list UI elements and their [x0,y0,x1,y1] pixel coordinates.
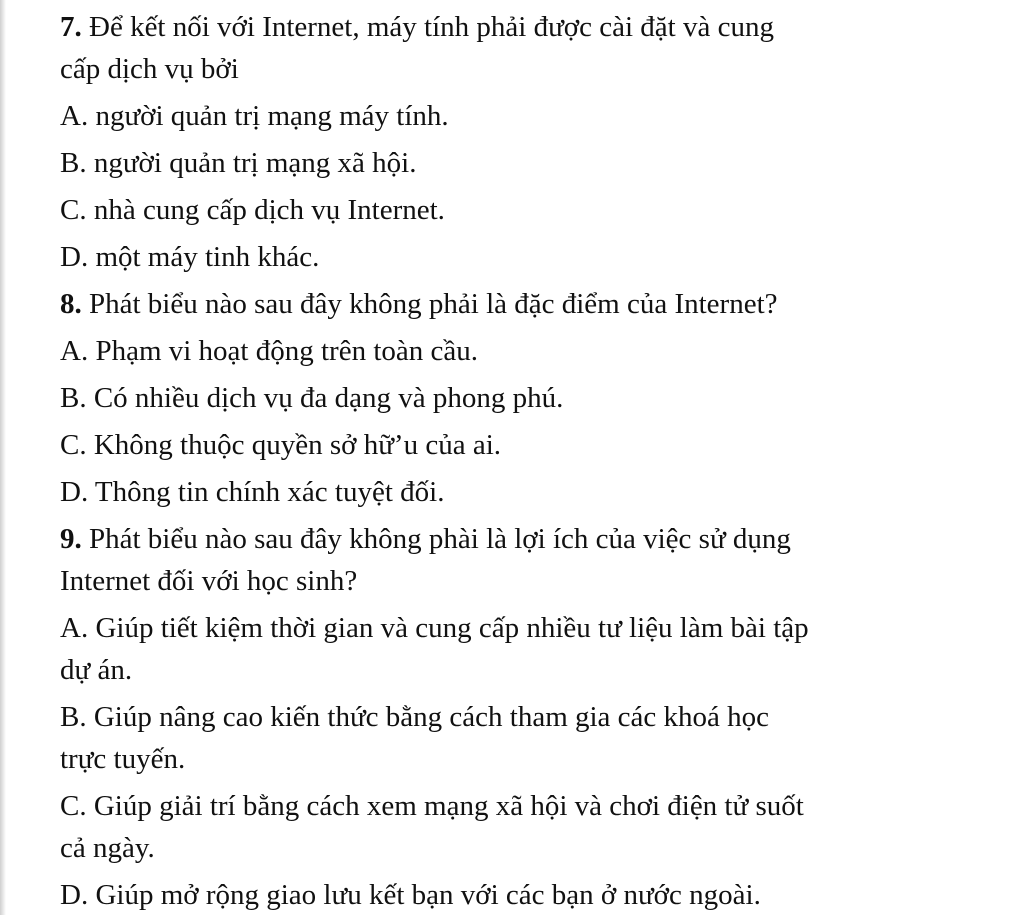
option-text: B. Có nhiều dịch vụ đa dạng và phong phú. [60,382,564,414]
question-8-option-a [60,330,960,372]
question-7-text-1: Để kết nối với Internet, máy tính phải được cài đặt và cung [81,11,774,43]
option-text: A. Giúp tiết kiệm thời gian và cung cấp nhiều tư liệu làm bài tập [60,612,809,644]
question-7-number: 7. [60,11,82,43]
question-7-option-c [60,189,960,231]
question-8-text-1: Phát biểu nào sau đây không phải là đặc điểm của Internet? [81,288,778,320]
question-9-text-2: Internet đối với học sinh? [60,565,358,597]
option-text: B. người quản trị mạng xã hội. [60,147,417,179]
option-text-continued: cả ngày. [60,832,155,864]
question-7-option-b [60,142,960,184]
option-text-continued: dự án. [60,654,133,686]
question-9-number: 9. [60,523,82,555]
question-8-number: 8. [60,288,82,320]
page-edge-shadow [0,0,6,915]
option-text: C. Không thuộc quyền sở hữ’u của ai. [60,429,502,461]
option-text: B. Giúp nâng cao kiến thức bằng cách tham gia các khoá học [60,701,770,733]
question-8-option-b [60,377,960,419]
option-text: A. Phạm vi hoạt động trên toàn cầu. [60,335,478,367]
option-text: C. nhà cung cấp dịch vụ Internet. [60,194,445,226]
option-text: A. người quản trị mạng máy tính. [60,100,449,132]
question-7-option-d [60,236,960,278]
question-7-line-1 [60,6,960,48]
option-text: C. Giúp giải trí bằng cách xem mạng xã hội và chơi điện tử suốt [60,790,804,822]
question-9-option-a [60,607,960,691]
question-9-text-1: Phát biểu nào sau đây không phài là lợi ích của việc sử dụng [81,523,791,555]
question-8-option-d [60,471,960,513]
question-7-option-a [60,95,960,137]
option-text: D. Thông tin chính xác tuyệt đối. [60,476,445,508]
option-text: D. Giúp mở rộng giao lưu kết bạn với các bạn ở nước ngoài. [60,879,761,911]
question-9-option-d [60,874,960,915]
option-text: D. một máy tinh khác. [60,241,320,273]
question-9-option-c [60,785,960,869]
question-8-line-1 [60,283,960,325]
question-9-option-b [60,696,960,780]
question-7 [60,6,960,90]
question-9 [60,518,960,602]
option-text-continued: trực tuyến. [60,743,186,775]
question-7-text-2: cấp dịch vụ bởi [60,53,239,85]
question-8 [60,283,960,325]
quiz-document [60,6,960,915]
question-8-option-c [60,424,960,466]
question-9-line-1 [60,518,960,560]
